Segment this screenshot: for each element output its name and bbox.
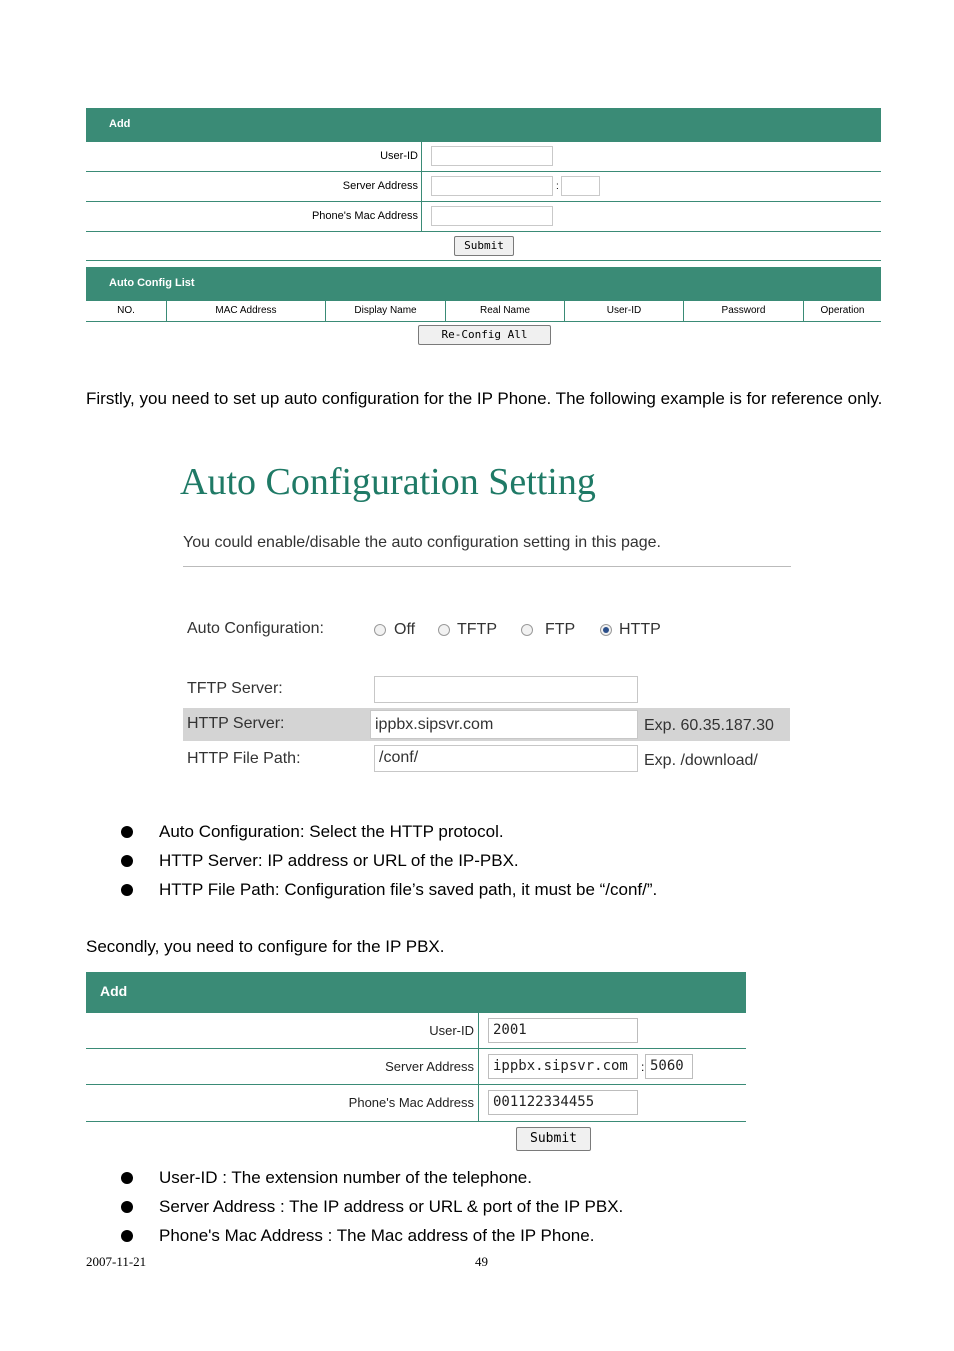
config-list-columns — [86, 301, 881, 322]
pbx-form-header — [86, 972, 746, 1013]
server-address-label: Server Address — [342, 180, 418, 192]
http-file-path-label: HTTP File Path: — [187, 750, 301, 767]
radio-ftp[interactable] — [521, 624, 533, 636]
option-tftp-label[interactable]: TFTP — [457, 621, 497, 638]
pbx-port-input[interactable]: 5060 — [645, 1054, 693, 1079]
pbx-mac-input[interactable]: 001122334455 — [488, 1090, 638, 1115]
option-http-label[interactable]: HTTP — [619, 621, 661, 638]
server-address-input[interactable] — [431, 176, 553, 196]
option-ftp-label[interactable]: FTP — [545, 621, 576, 638]
http-file-path-input[interactable]: /conf/ — [374, 745, 638, 772]
auto-config-title: Auto Configuration Setting — [180, 461, 596, 503]
pbx-port-separator: : — [641, 1060, 645, 1074]
auto-config-mode-label: Auto Configuration: — [187, 620, 324, 637]
tftp-server-input[interactable] — [374, 676, 638, 703]
http-server-label: HTTP Server: — [187, 715, 285, 732]
add-form-title: Add — [109, 118, 131, 130]
form-divider — [421, 142, 422, 232]
tftp-server-label: TFTP Server: — [187, 680, 283, 697]
add-form-header — [86, 108, 881, 142]
reconfig-all-button[interactable]: Re-Config All — [418, 325, 551, 345]
bullet-http-server: HTTP Server: IP address or URL of the IP-PBX. — [159, 851, 519, 870]
col-no: NO. — [86, 301, 167, 321]
port-input[interactable] — [561, 176, 600, 196]
pbx-server-label: Server Address — [385, 1059, 474, 1074]
bullet-server-address: Server Address : The IP address or URL & port of the IP PBX. — [159, 1197, 624, 1216]
footer-page-number: 49 — [475, 1254, 488, 1269]
pbx-server-input[interactable]: ippbx.sipsvr.com — [488, 1054, 638, 1079]
port-separator: : — [556, 181, 559, 192]
bullet-mac-address: Phone's Mac Address : The Mac address of the IP Phone. — [159, 1226, 595, 1245]
bullet-auto-config: Auto Configuration: Select the HTTP protocol. — [159, 822, 504, 841]
bullet-user-id: User-ID : The extension number of the telephone. — [159, 1168, 532, 1187]
bullet-dot — [121, 1230, 133, 1242]
pbx-form-divider — [478, 1013, 479, 1121]
option-off-label[interactable]: Off — [394, 621, 416, 638]
col-real-name: Real Name — [446, 301, 565, 321]
userid-input[interactable] — [431, 146, 553, 166]
bullet-dot — [121, 884, 133, 896]
pbx-userid-label: User-ID — [429, 1023, 474, 1038]
col-mac-address: MAC Address — [167, 301, 326, 321]
http-server-input[interactable]: ippbx.sipsvr.com — [370, 710, 638, 739]
radio-tftp[interactable] — [438, 624, 450, 636]
config-list-title: Auto Config List — [109, 277, 195, 289]
config-list-header — [86, 267, 881, 301]
userid-label: User-ID — [380, 150, 418, 162]
auto-config-divider — [183, 566, 791, 567]
col-user-id: User-ID — [565, 301, 684, 321]
pbx-submit-button[interactable]: Submit — [516, 1127, 591, 1151]
mac-address-label: Phone's Mac Address — [311, 210, 418, 222]
bullet-dot — [121, 826, 133, 838]
pbx-form-title: Add — [100, 983, 128, 999]
footer-date: 2007-11-21 — [86, 1254, 147, 1269]
pbx-mac-label: Phone's Mac Address — [348, 1095, 474, 1110]
mac-address-input[interactable] — [431, 206, 553, 226]
auto-config-subtitle: You could enable/disable the auto configuration setting in this page. — [183, 534, 661, 551]
http-file-path-hint: Exp. /download/ — [644, 752, 758, 769]
bullet-http-path: HTTP File Path: Configuration file’s saved path, it must be “/conf/”. — [159, 880, 658, 899]
submit-button[interactable]: Submit — [454, 236, 514, 256]
col-password: Password — [684, 301, 804, 321]
second-paragraph: Secondly, you need to configure for the IP PBX. — [86, 937, 445, 956]
col-display-name: Display Name — [326, 301, 446, 321]
col-operation: Operation — [820, 305, 865, 316]
radio-http[interactable] — [600, 624, 612, 636]
bullet-dot — [121, 1201, 133, 1213]
radio-off[interactable] — [374, 624, 386, 636]
bullet-dot — [121, 855, 133, 867]
http-server-hint: Exp. 60.35.187.30 — [644, 717, 774, 734]
pbx-userid-input[interactable]: 2001 — [488, 1018, 638, 1043]
intro-paragraph: Firstly, you need to set up auto configuration for the IP Phone. The following example is for reference only. — [86, 389, 883, 408]
bullet-dot — [121, 1172, 133, 1184]
